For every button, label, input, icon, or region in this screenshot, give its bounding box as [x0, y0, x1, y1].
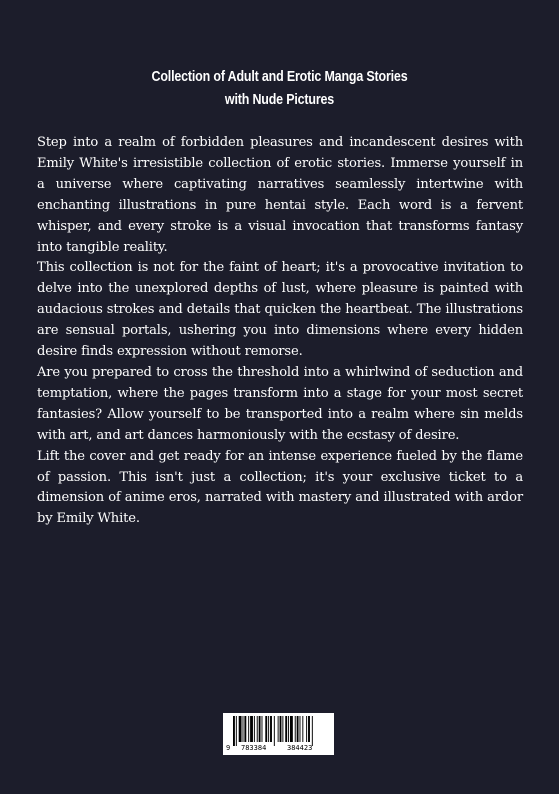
barcode-bar: [278, 716, 279, 742]
barcode-bar: [259, 716, 261, 742]
barcode-bar: [268, 716, 269, 742]
cover-title: [39, 66, 520, 112]
barcode-bar: [248, 716, 249, 742]
barcode-bar: [262, 716, 263, 742]
barcode-bar: [250, 716, 253, 742]
barcode-bar: [270, 716, 272, 742]
title-line-2: with Nude Pictures: [224, 92, 335, 108]
barcode-group-1: 783384: [241, 744, 267, 752]
barcode-digits: [223, 742, 334, 754]
barcode-bar: [295, 716, 296, 742]
barcode-bar: [239, 716, 242, 742]
title-line-1: Collection of Adult and Erotic Manga Stories: [151, 69, 408, 85]
blurb-paragraph-3: Are you prepared to cross the threshold into a whirlwind of seduction and temptation, where the pages transform into a stage for your most secret fantasies? Allow yourself to be transported into a realm where sin melds with art, and art dances harmoniously with the ecstasy of desire.: [37, 364, 523, 443]
barcode-group-2: 384423: [287, 744, 313, 752]
barcode-bar: [282, 716, 283, 742]
barcode-bar: [254, 716, 255, 742]
barcode-bar: [288, 716, 289, 742]
barcode-bar: [297, 716, 299, 742]
blurb-paragraph-2: This collection is not for the faint of heart; it's a provocative invitation to delve into the unexplored depths of lust, where pleasure is painted with audacious strokes and details that quicken the heartbeat. The illustrations are sensual portals, ushering you into dimensions where every hidden desire finds expression without remorse.: [37, 260, 523, 360]
barcode-bar: [306, 716, 307, 742]
barcode-bar: [302, 716, 303, 742]
barcode-bar: [257, 716, 258, 742]
blurb-paragraph-4: Lift the cover and get ready for an intense experience fueled by the flame of passion. This isn't just a collection; it's your exclusive ticket to a dimension of anime eros, narrated with mastery and illustrated with ardor by Emily White.: [37, 448, 523, 527]
barcode-bar: [308, 716, 310, 742]
barcode-bar: [280, 716, 282, 742]
blurb-paragraph-1: Step into a realm of forbidden pleasures and incandescent desires with Emily White's irresistible collection of erotic stories. Immerse yourself in a universe where captivating narratives seamlessly intertwine with enchanting illustrations in pure hentai style. Each word is a fervent whisper, and every stroke is a visual invocation that transforms fantasy into tangible reality.: [37, 135, 523, 255]
blurb-text: [37, 133, 523, 530]
barcode-bar: [300, 716, 301, 742]
barcode-digit-lead: 9: [226, 744, 231, 752]
barcode-bar: [243, 716, 244, 742]
isbn-barcode: [223, 713, 334, 755]
barcode-bar: [290, 716, 293, 742]
barcode-bar: [244, 716, 246, 742]
barcode-bar: [265, 716, 267, 742]
barcode-bar: [285, 716, 287, 742]
